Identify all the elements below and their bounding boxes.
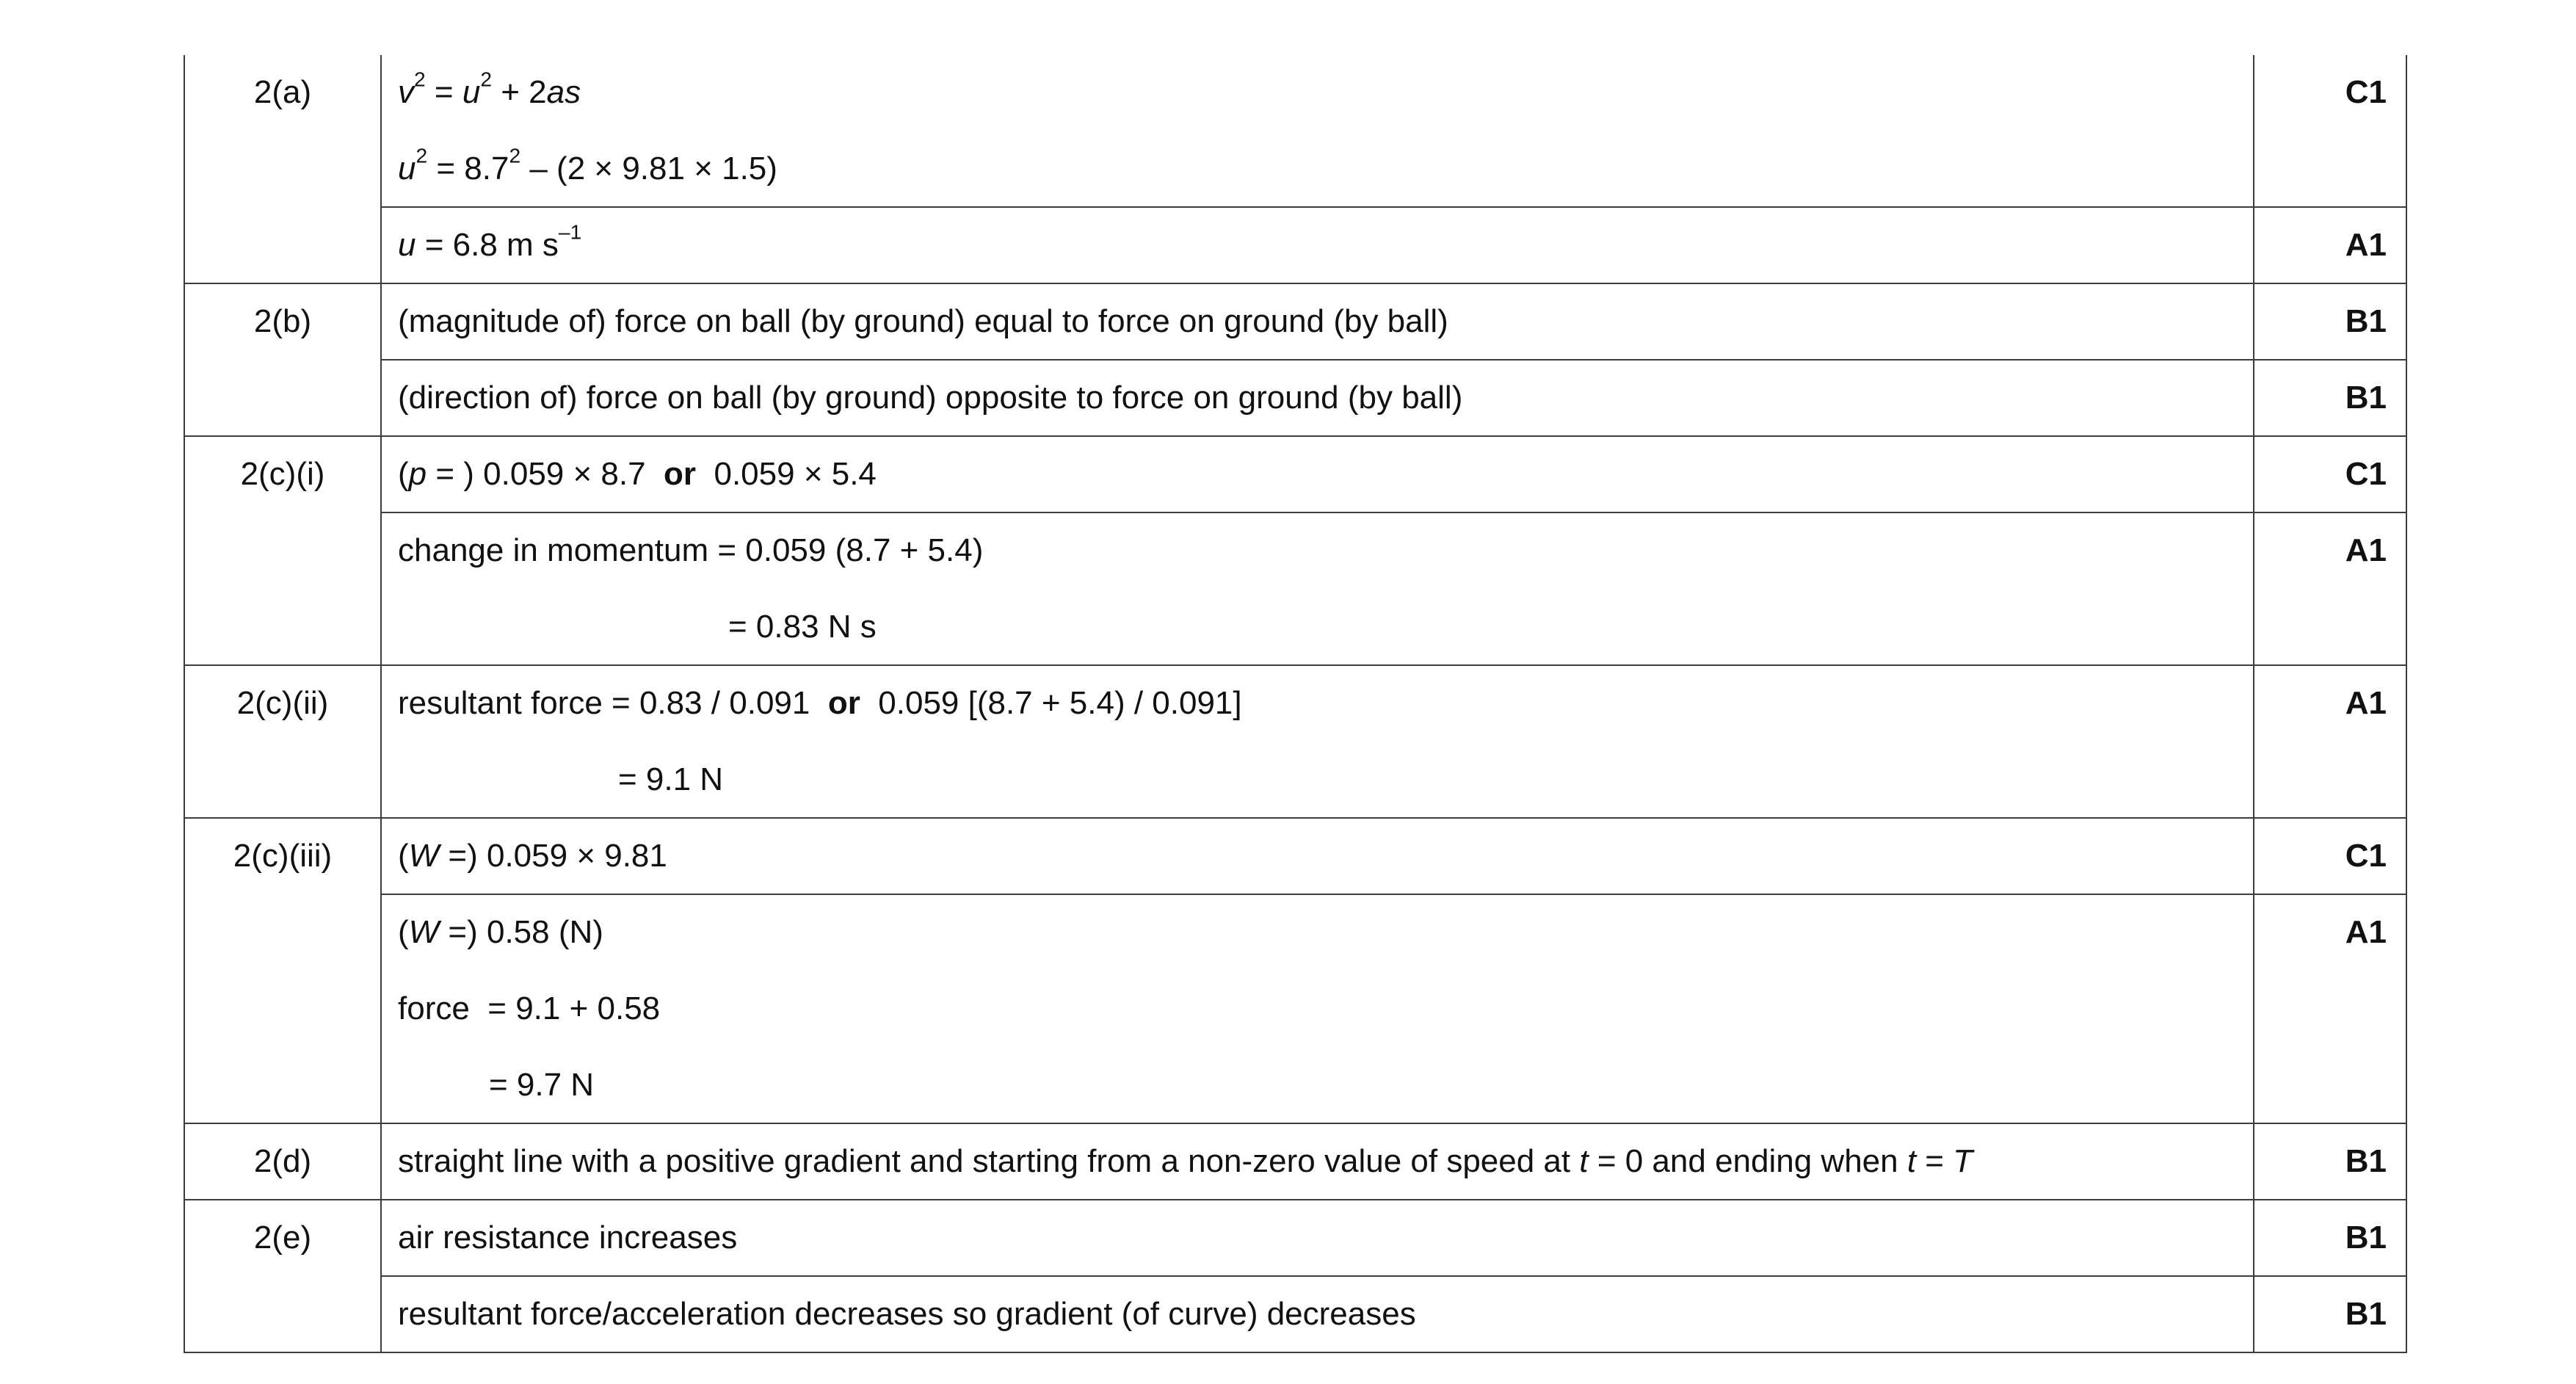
answer-line: = 0.83 N s [728,609,877,645]
question-number: 2(e) [184,1200,381,1352]
mark-cell: A1 [2254,512,2406,665]
table-row [184,665,2406,818]
mark-scheme-table [184,55,2407,1353]
mark-cell: C1 [2254,818,2406,894]
answer-line: resultant force = 0.83 / 0.091 or 0.059 [(8.7 + 5.4) / 0.091] [398,685,1242,721]
answer-line: (W =) 0.58 (N) [398,914,603,950]
mark-cell: B1 [2254,1123,2406,1200]
mark-cell: B1 [2254,360,2406,436]
answer-line: = 9.7 N [489,1067,595,1103]
answer-cell [381,512,2254,665]
answer-cell: (direction of) force on ball (by ground) opposite to force on ground (by ball) [381,360,2254,436]
answer-cell: (p = ) 0.059 × 8.7 or 0.059 × 5.4 [381,436,2254,512]
mark-cell: B1 [2254,283,2406,360]
table-row [184,55,2406,207]
answer-line: $u^2 = 8.7^2 - (2 \times 9.81 \times 1.5)$ [398,144,777,186]
mark-cell: B1 [2254,1200,2406,1276]
answer-cell [381,665,2254,818]
mark-cell: A1 [2254,665,2406,818]
answer-cell: air resistance increases [381,1200,2254,1276]
mark-cell: B1 [2254,1276,2406,1352]
table-row [184,1276,2406,1352]
table-row [184,818,2406,894]
question-number: 2(a) [184,55,381,283]
table-row [184,360,2406,436]
answer-line: change in momentum = 0.059 (8.7 + 5.4) [398,532,984,568]
table-row [184,1200,2406,1276]
mark-cell: C1 [2254,436,2406,512]
question-number: 2(c)(ii) [184,665,381,818]
answer-cell: straight line with a positive gradient and starting from a non-zero value of speed at t = 0 and ending when t = T [381,1123,2254,1200]
table-row [184,512,2406,665]
mark-cell: A1 [2254,894,2406,1123]
table-row [184,436,2406,512]
answer-cell: (magnitude of) force on ball (by ground) equal to force on ground (by ball) [381,283,2254,360]
question-number: 2(c)(iii) [184,818,381,1123]
answer-cell: (W =) 0.059 × 9.81 [381,818,2254,894]
mark-cell: A1 [2254,207,2406,283]
answer-cell [381,55,2254,207]
question-number: 2(d) [184,1123,381,1200]
answer-line: force = 9.1 + 0.58 [398,990,661,1026]
answer-cell [381,894,2254,1123]
answer-line: $v^2 = u^2 + 2as$ [398,68,581,110]
mark-cell: C1 [2254,55,2406,207]
answer-cell: resultant force/acceleration decreases so gradient (of curve) decreases [381,1276,2254,1352]
answer-line: = 9.1 N [618,761,724,797]
table-row [184,894,2406,1123]
table-row [184,207,2406,283]
table-row [184,1123,2406,1200]
question-number: 2(c)(i) [184,436,381,665]
answer-cell: u = 6.8 m $s^{-1}$ [381,207,2254,283]
question-number: 2(b) [184,283,381,436]
table-row [184,283,2406,360]
